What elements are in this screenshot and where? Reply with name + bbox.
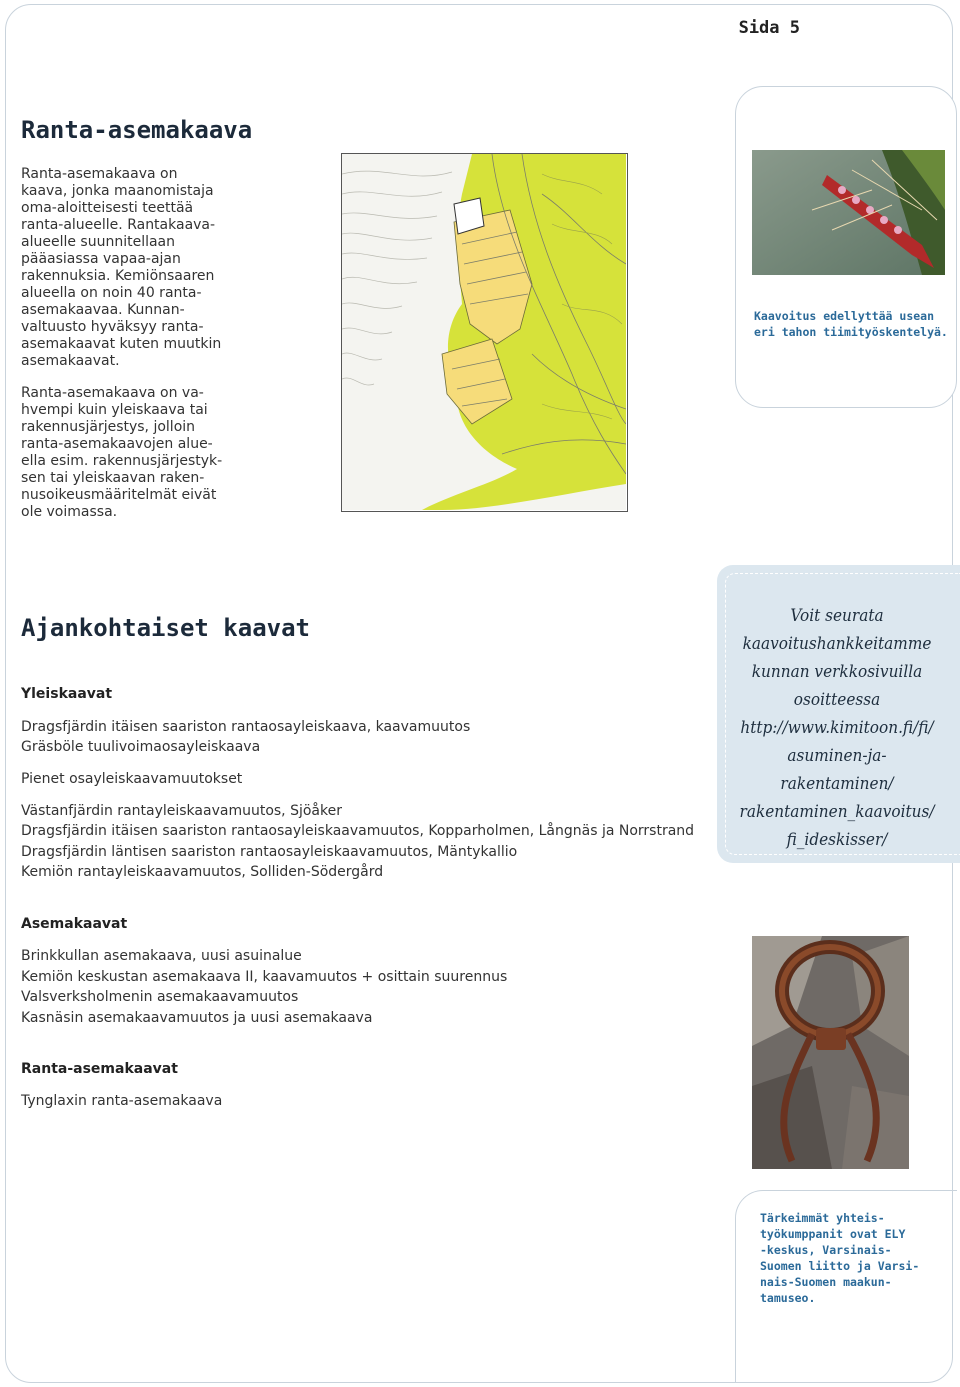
sidebar-website-text: Voit seurata kaavoitushankkeitamme kunnan verkkosivuilla osoitteessa http://www.kimitoon.fi/fi/ asuminen-ja-rakentaminen/ rakentaminen_kaavoitus/ fi_ideskisser/	[739, 606, 935, 850]
current-plans-heading: Ajankohtaiset kaavat	[21, 614, 310, 642]
list-item: Kasnäsin asemakaavamuutos ja uusi asemakaava	[21, 1010, 373, 1026]
yleiskaavat-title: Yleiskaavat	[21, 686, 113, 702]
zoning-map-svg	[342, 154, 626, 510]
list-item: Tynglaxin ranta-asemakaava	[21, 1093, 223, 1109]
rowing-boat-photo	[752, 150, 945, 275]
list-item: Valsverksholmenin asemakaavamuutos	[21, 989, 299, 1005]
ranta-heading: Ranta-asemakaava	[21, 116, 253, 144]
ranta-asemakaavat-title: Ranta-asemakaavat	[21, 1061, 178, 1077]
list-item: Gräsböle tuulivoimaosayleiskaava	[21, 739, 261, 755]
pienet-title: Pienet osayleiskaavamuutokset	[21, 771, 243, 787]
photo-caption: Kaavoitus edellyttää usean eri tahon tiimityöskentelyä.	[754, 309, 948, 339]
page-number: Sida 5	[738, 18, 800, 38]
list-item: Kemiön rantayleiskaavamuutos, Solliden-Södergård	[21, 864, 384, 880]
rusty-ring-photo	[752, 936, 909, 1169]
list-item: Brinkkullan asemakaava, uusi asuinalue	[21, 948, 302, 964]
list-item: Dragsfjärdin itäisen saariston rantaosayleiskaavamuutos, Kopparholmen, Långnäs ja Norrstrand	[21, 823, 695, 839]
list-item: Kemiön keskustan asemakaava II, kaavamuutos + osittain suurennus	[21, 969, 508, 985]
list-item: Dragsfjärdin itäisen saariston rantaosayleiskaava, kaavamuutos	[21, 719, 471, 735]
info-sidebar	[717, 565, 960, 863]
list-item: Västanfjärdin rantayleiskaavamuutos, Sjöåker	[21, 803, 342, 819]
ranta-second-paragraph: Ranta-asemakaava on va- hvempi kuin yleiskaava tai rakennusjärjestys, jolloin ranta-asemakaavojen alue- ella esim. rakennusjärjestyk- sen tai yleiskaavan raken- nusoikeusmääritelmät eivät ole voimassa.	[21, 385, 223, 520]
zoning-map-image	[341, 153, 628, 512]
list-item: Dragsfjärdin läntisen saariston rantaosayleiskaavamuutos, Mäntykallio	[21, 844, 518, 860]
rowing-photo-svg	[752, 150, 945, 275]
partners-text: Tärkeimmät yhteis- työkumppanit ovat ELY -keskus, Varsinais- Suomen liitto ja Varsi- nais-Suomen maakun- tamuseo.	[760, 1211, 920, 1305]
asemakaavat-title: Asemakaavat	[21, 916, 128, 932]
rusty-ring-svg	[752, 936, 909, 1169]
ranta-intro-paragraph: Ranta-asemakaava on kaava, jonka maanomistaja oma-aloitteisesti teettää ranta-alueelle. Rantakaava- alueelle suunnitellaan pääasiassa vapaa-ajan rakennuksia. Kemiönsaaren alueella on noin 40 ranta- asemakaavaa. Kunnan- valtuusto hyväksyy ranta- asemakaavat kuten muutkin asemakaavat.	[21, 166, 222, 369]
